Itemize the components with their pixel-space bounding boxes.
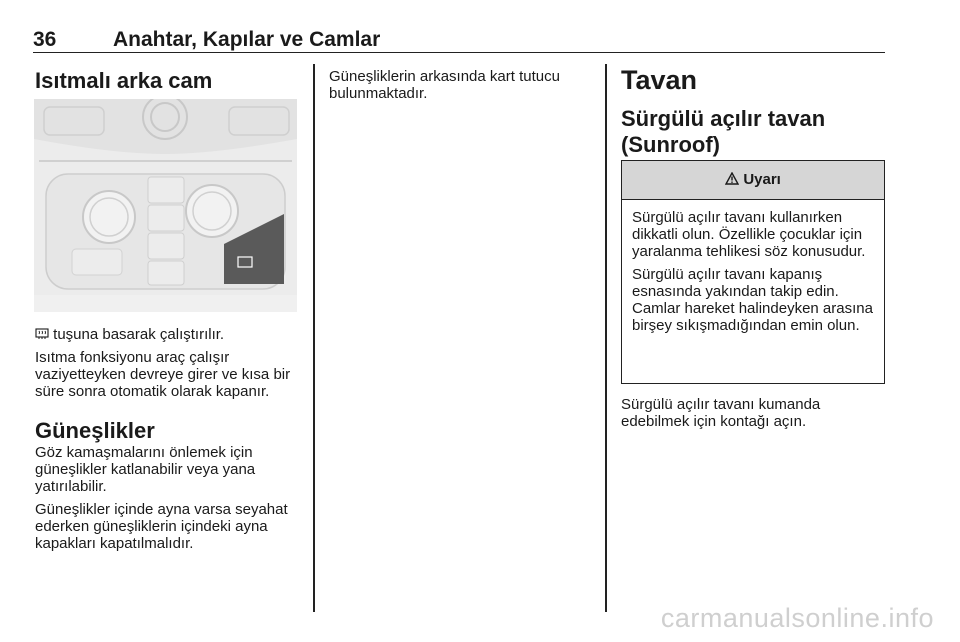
column-divider — [313, 64, 315, 612]
warning-box — [621, 160, 885, 384]
middle-column — [329, 68, 591, 102]
paragraph: Isıtma fonksiyonu araç çalışır vaziyetteyken devreye girer ve kısa bir süre sonra otomatik olarak kapanır. — [35, 349, 291, 400]
paragraph: Göz kamaşmalarını önlemek için güneşlikler katlanabilir veya yana yatırılabilir. — [35, 444, 256, 495]
column-divider — [605, 64, 607, 612]
subsection-heading-line2: (Sunroof) — [621, 132, 720, 157]
paragraph: Sürgülü açılır tavanı kumanda edebilmek için kontağı açın. — [621, 396, 821, 430]
warning-triangle-icon — [725, 172, 739, 185]
right-column — [621, 64, 885, 158]
paragraph: Güneşlikler içinde ayna varsa seyahat ederken güneşliklerin içindeki ayna kapakları kapatılmalıdır. — [35, 501, 288, 552]
warning-body — [622, 200, 884, 349]
warning-paragraph: Sürgülü açılır tavanı kullanırken dikkatli olun. Özellikle çocuklar için yaralanma tehlikesi söz konusudur. — [632, 209, 866, 260]
page-number: 36 — [33, 28, 57, 51]
page-header — [33, 28, 885, 53]
section-heading: Isıtmalı arka cam — [35, 68, 213, 93]
left-column-text — [35, 326, 300, 558]
section-title: Tavan — [621, 65, 698, 95]
subsection-heading-line1: Sürgülü açılır tavan — [621, 106, 826, 131]
paragraph: Güneşliklerin arkasında kart tutucu bulunmaktadır. — [329, 68, 560, 102]
section-heading: Güneşlikler — [35, 418, 155, 443]
caption-text: tuşuna basarak çalıştırılır. — [53, 326, 225, 343]
warning-header — [622, 161, 884, 200]
warning-paragraph: Sürgülü açılır tavanı kapanış esnasında yakından takip edin. Camlar hareket halindeyken arasına birşey sıkışmadığından emin olun. — [632, 266, 873, 334]
chapter-title: Anahtar, Kapılar ve Camlar — [113, 28, 381, 51]
climate-control-panel-image — [34, 99, 297, 312]
warning-title: Uyarı — [743, 171, 781, 188]
climate-control-illustration — [34, 99, 297, 312]
watermark: carmanualsonline.info — [660, 603, 934, 633]
rear-window-heater-icon — [35, 328, 49, 340]
right-column-text — [621, 396, 883, 430]
caption — [35, 326, 300, 343]
left-column — [35, 68, 300, 94]
